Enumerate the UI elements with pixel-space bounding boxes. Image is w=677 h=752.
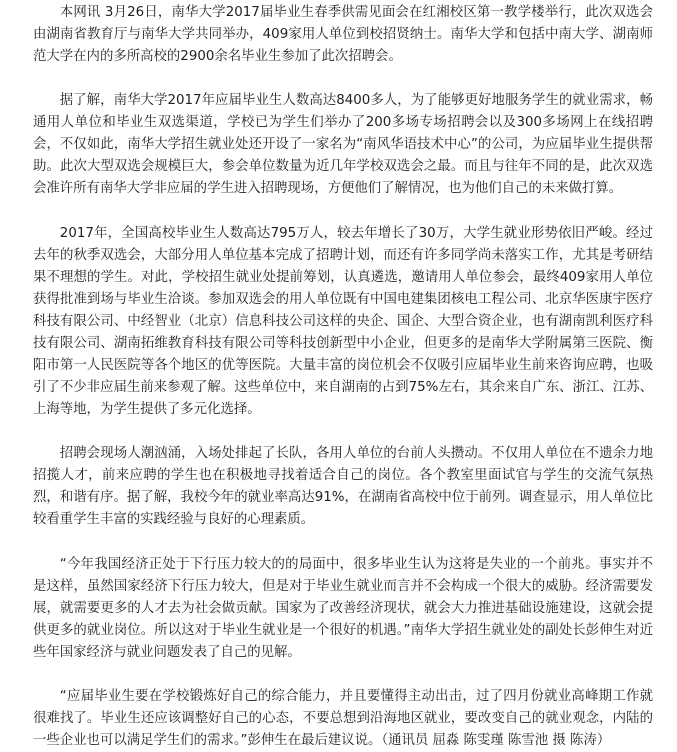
paragraph-gap (33, 531, 653, 554)
paragraph-fair-scene: 招聘会现场人潮汹涌，入场处排起了长队，各用人单位的台前人头攒动。不仅用人单位在不遗余力地招揽人才，前来应聘的学生也在积极地寻找着适合自己的岗位。各个教室里面试官与学生的交流气氛热烈，和谐有序。据了解，我校今年的就业率高达91%，在湖南省高校中位于前列。调查显示，用人单位比较看重学生丰富的实践经验与良好的心理素质。 (33, 446, 653, 527)
paragraph-employers: 2017年，全国高校毕业生人数高达795万人，较去年增长了30万，大学生就业形势依旧严峻。经过去年的秋季双选会，大部分用人单位基本完成了招聘计划，而还有许多同学尚未落实工作，尤其是考研结果不理想的学生。对此，学校招生就业处提前筹划，认真遴选，邀请用人单位参会，最终409家用人单位获得批准到场与毕业生洽谈。参加双选会的用人单位既有中国电建集团核电工程公司、北京华医康宇医疗科技有限公司、中经智业（北京）信息科技公司这样的央企、国企、大型合资企业，也有湖南凯利医疗科技有限公司、湖南拓维教育科技有限公司等科技创新型中小企业，但更多的是南华大学附属第三医院、衡阳市第一人民医院等各个地区的优等医院。大量丰富的岗位机会不仅吸引应届毕业生前来咨询应聘，也吸引了不少非应届生前来参观了解。这些单位中，来自湖南的占到75%左右，其余来自广东、浙江、江苏、上海等地，为学生提供了多元化选择。 (33, 226, 653, 417)
paragraph-gap (33, 200, 653, 223)
article-body (33, 2, 653, 752)
paragraph-economy-quote: “今年我国经济正处于下行压力较大的的局面中，很多毕业生认为这将是失业的一个前兆。事实并不是这样，虽然国家经济下行压力较大，但是对于毕业生就业而言并不会构成一个很大的威胁。经济需要发展，就需要更多的人才去为社会做贡献。国家为了改善经济现状，就会大力推进基础设施建设，这就会提供更多的就业岗位。所以这对于毕业生就业是一个很好的机遇。”南华大学招生就业处的副处长彭伸生对近些年国家经济与就业问题发表了自己的见解。 (33, 557, 653, 660)
paragraph-advice-quote: “应届毕业生要在学校锻炼好自己的综合能力，并且要懂得主动出击，过了四月份就业高峰期工作就很难找了。毕业生还应该调整好自己的心态，不要总想到沿海地区就业，要改变自己的就业观念，内陆的一些企业也可以满足学生们的需求。”彭伸生在最后建议说。（通讯员 屈淼 陈雯瑾 陈雪池 摄 陈涛） (33, 689, 653, 748)
paragraph-gap (33, 421, 653, 443)
paragraph-graduates-overview: 据了解，南华大学2017年应届毕业生人数高达8400多人，为了能够更好地服务学生的就业需求，畅通用人单位和毕业生双选渠道，学校已为学生们举办了200多场专场招聘会以及300多场网上在线招聘会，不仅如此，南华大学招生就业处还开设了一家名为“南风华语技术中心”的公司，为应届毕业生提供帮助。此次大型双选会规模巨大，参会单位数量为近几年学校双选会之最。而且与往年不同的是，此次双选会准许所有南华大学非应届的学生进入招聘现场，方便他们了解情况，也为他们自己的未来做打算。 (33, 93, 653, 196)
paragraph-gap (33, 68, 653, 90)
paragraph-intro: 本网讯 3月26日，南华大学2017届毕业生春季供需见面会在红湘校区第一教学楼举行，此次双选会由湖南省教育厅与南华大学共同举办，409家用人单位到校招贤纳士。南华大学和包括中南大学、湖南师范大学在内的多所高校的2900余名毕业生参加了此次招聘会。 (33, 5, 653, 64)
paragraph-gap (33, 664, 653, 686)
